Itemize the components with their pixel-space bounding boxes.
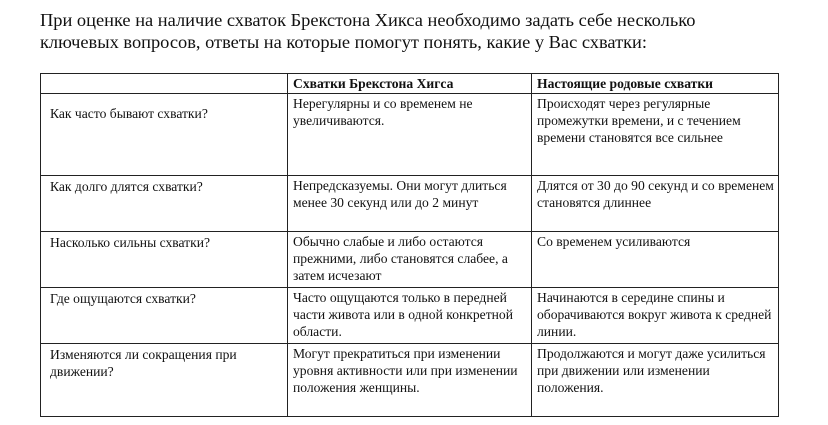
braxton-cell: Могут прекратиться при изменении уровня активности или при изменении положения женщины.	[288, 344, 532, 417]
braxton-cell: Непредсказуемы. Они могут длиться менее 30 секунд или до 2 минут	[288, 176, 532, 232]
real-cell: Со временем усиливаются	[532, 232, 779, 288]
question-cell: Где ощущаются схватки?	[41, 288, 288, 344]
question-cell: Как долго длятся схватки?	[41, 176, 288, 232]
table-row	[41, 288, 779, 344]
real-cell: Начинаются в середине спины и оборачиваются вокруг живота к средней линии.	[532, 288, 779, 344]
table-row	[41, 344, 779, 417]
question-cell: Насколько сильны схватки?	[41, 232, 288, 288]
real-cell: Длятся от 30 до 90 секунд и со временем становятся длиннее	[532, 176, 779, 232]
table-row	[41, 232, 779, 288]
table-row	[41, 176, 779, 232]
header-real-contractions: Настоящие родовые схватки	[532, 74, 779, 94]
intro-line-1: При оценке на наличие схваток Брекстона Хикса необходимо задать себе несколько	[40, 10, 696, 30]
braxton-cell: Обычно слабые и либо остаются прежними, либо становятся слабее, а затем исчезают	[288, 232, 532, 288]
intro-line-2: ключевых вопросов, ответы на которые помогут понять, какие у Вас схватки:	[40, 32, 648, 52]
header-empty-cell	[41, 74, 288, 94]
real-cell: Происходят через регулярные промежутки времени, и с течением времени становятся все сильнее	[532, 94, 779, 176]
intro-paragraph	[40, 9, 800, 53]
comparison-table	[40, 73, 779, 417]
header-braxton-hicks: Схватки Брекстона Хигса	[288, 74, 532, 94]
real-cell: Продолжаются и могут даже усилиться при движении или изменении положения.	[532, 344, 779, 417]
braxton-cell: Часто ощущаются только в передней части живота или в одной конкретной области.	[288, 288, 532, 344]
braxton-cell: Нерегулярны и со временем не увеличиваются.	[288, 94, 532, 176]
table-header-row	[41, 74, 779, 94]
question-cell: Как часто бывают схватки?	[41, 94, 288, 176]
question-cell: Изменяются ли сокращения при движении?	[41, 344, 288, 417]
table-row	[41, 94, 779, 176]
